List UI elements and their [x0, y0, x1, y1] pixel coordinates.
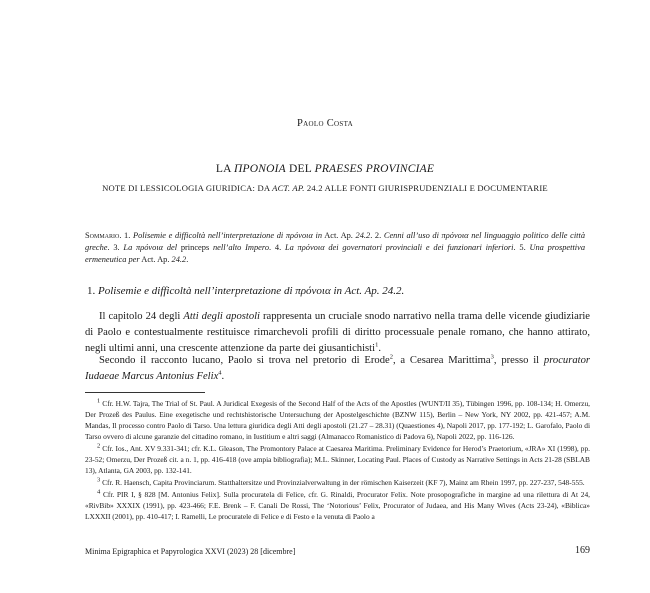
p2-text-d: procurator Iudaeae Marcus Antonius Felix — [85, 355, 590, 382]
footnote — [85, 489, 590, 522]
summary-item-5c: 24.2 — [171, 255, 187, 264]
summary-end: . — [186, 255, 189, 264]
section-number: 1. — [87, 285, 98, 297]
p1-text-a: Il capitolo 24 degli — [99, 311, 184, 322]
summary-item-5b: Act. Ap. — [139, 255, 172, 264]
author-name: Paolo Costa — [297, 118, 353, 129]
subtitle-part-b: ACT. AP. — [272, 183, 305, 193]
footnote — [85, 398, 590, 442]
p1-text-c: rappresenta un cruciale snodo narrativo nella trama delle vicende giudiziarie di Paolo e contestualmente restituisce rimarchevoli profili di diritto processuale penale romano, che hanno attirato, negli ultimi anni, una crescente attenzione da parte dei giusantichisti — [85, 311, 590, 354]
footnotes — [85, 398, 590, 523]
journal-footer: Minima Epigraphica et Papyrologica XXVI (2023) 28 [dicembre] — [85, 547, 296, 556]
article-title — [0, 163, 650, 175]
summary-item-1-ref-num: 24.2 — [355, 231, 371, 240]
summary-item-3b: princeps — [177, 243, 213, 252]
footnote-separator — [85, 392, 205, 393]
summary-label: Sommario. — [85, 231, 122, 240]
summary-item-5a: Una prospettiva ermeneutica per — [85, 243, 586, 264]
footnote-number: 2 — [97, 442, 101, 450]
paragraph-2 — [85, 353, 590, 385]
p2-text-a: Secondo il racconto lucano, Paolo si trova nel pretorio di Erode — [99, 355, 390, 366]
subtitle-part-c: 24.2 ALLE FONTI GIURISPRUDENZIALI E DOCUMENTARIE — [304, 183, 548, 193]
p1-text-b: Atti degli apostoli — [183, 311, 260, 322]
footnote-ref-3[interactable]: 3 — [490, 353, 494, 361]
summary-num-1: 1. — [121, 231, 133, 240]
summary — [85, 230, 585, 266]
title-middle: DEL — [285, 163, 315, 175]
footnote-ref-1[interactable]: 1 — [375, 341, 379, 349]
footnote-text: Cfr. H.W. Tajra, The Trial of St. Paul. A Juridical Exegesis of the Second Half of the Acts of the Apostles (WUNT/II 35), Tübingen 1996, pp. 108-134; H. Omerzu, Der Prozeß des Paulus. Eine exegetische und rechtshistorische Untersuchung der Apostelgeschichte (BZNW 115), Berlin – New York, NY 2002, pp. 421-457; A.M. Mandas, Il processo contro Paolo di Tarso. Una lettura giuridica degli Atti degli apostoli (21.27 – 28.31) (Quaestiones 4), Napoli 2017, pp. 177-192; L. Garofalo, Paolo di Tarso ovvero di alcune garanzie del cittadino romano, in Iustitium e altri saggi (Almanacco Romanistico di Padova 6), Napoli 2022, pp. 116-126. — [85, 399, 590, 441]
title-word-pronoia: ΠΡΟΝΟΙΑ — [234, 163, 286, 175]
article-subtitle — [0, 183, 650, 193]
summary-item-2: Cenni all’uso di πρόνοια nel linguaggio politico delle città greche — [85, 231, 586, 252]
p2-text-b: , a Cesarea Marittima — [392, 355, 491, 366]
footnote-ref-2[interactable]: 2 — [389, 353, 393, 361]
summary-num-4: . 4. — [269, 243, 285, 252]
summary-item-3a: La πρόνοια del — [123, 243, 178, 252]
footnote-number: 1 — [97, 397, 101, 405]
footnote-text: Cfr. R. Haensch, Capita Provinciarum. Statthaltersitze und Provinzialverwaltung in der römischen Kaiserzeit (KF 7), Mainz am Rhein 1997, pp. 227-237, 548-555. — [100, 478, 585, 487]
p2-end: . — [221, 371, 225, 382]
summary-num-3: . 3. — [107, 243, 124, 252]
title-word-praeses: PRAESES PROVINCIAE — [314, 163, 435, 175]
footnote — [85, 443, 590, 476]
summary-num-2: . 2. — [370, 231, 384, 240]
page-number: 169 — [575, 545, 590, 556]
subtitle-part-a: NOTE DI LESSICOLOGIA GIURIDICA: DA — [102, 183, 273, 193]
footnote-number: 3 — [97, 476, 101, 484]
footnote-number: 4 — [97, 488, 101, 496]
footnote-text: Cfr. Ios., Ant. XV 9.331-341; cfr. K.L. Gleason, The Promontory Palace at Caesarea Maritima. Preliminary Evidence for Herod’s Praetorium, «JRA» XI (1998), pp. 23-52; Omerzu, Der Prozeß cit. a n. 1, pp. 416-418 (ove ampia bibliografia); M.L. Skinner, Locating Paul. Places of Custody as Narrative Settings in Acts 21-28 (SBLAB 13), Atlanta, GA 2003, pp. 132-141. — [85, 444, 590, 475]
section-heading — [87, 285, 404, 297]
footnote-ref-4[interactable]: 4 — [218, 369, 222, 377]
p1-end: . — [378, 343, 381, 354]
summary-item-4: La πρόνοια dei governatori provinciali e dei funzionari inferiori — [284, 243, 514, 252]
summary-item-3c: nell’alto Impero — [212, 243, 270, 252]
summary-num-5: . 5. — [513, 243, 530, 252]
summary-item-1: Polisemie e difficoltà nell’interpretazione di πρόνοια in — [132, 231, 323, 240]
title-prefix: LA — [215, 163, 235, 175]
footnote — [85, 477, 590, 488]
summary-item-1-ref: Act. Ap. — [322, 231, 356, 240]
p2-text-c: , presso il — [493, 355, 544, 366]
footnote-text: Cfr. PIR I, § 828 [M. Antonius Felix]. Sulla procuratela di Felice, cfr. G. Rinaldi, Procurator Felix. Note prosopografiche in margine ad una rilettura di At 24, «RivBib» XXXIX (1991), pp. 423-466; F.E. Brenk – F. Canali De Rossi, The ‘Notorious’ Felix, Procurator of Judaea, and His Many Wives (Acts 23-24), «Biblica» LXXXII (2001), pp. 410-417; I. Ramelli, Le procuratele di Felice e di Festo e la venuta di Paolo a — [85, 490, 590, 521]
paragraph-1 — [85, 309, 590, 357]
section-title: Polisemie e difficoltà nell’interpretazione di πρόνοια in Act. Ap. 24.2. — [98, 285, 405, 297]
